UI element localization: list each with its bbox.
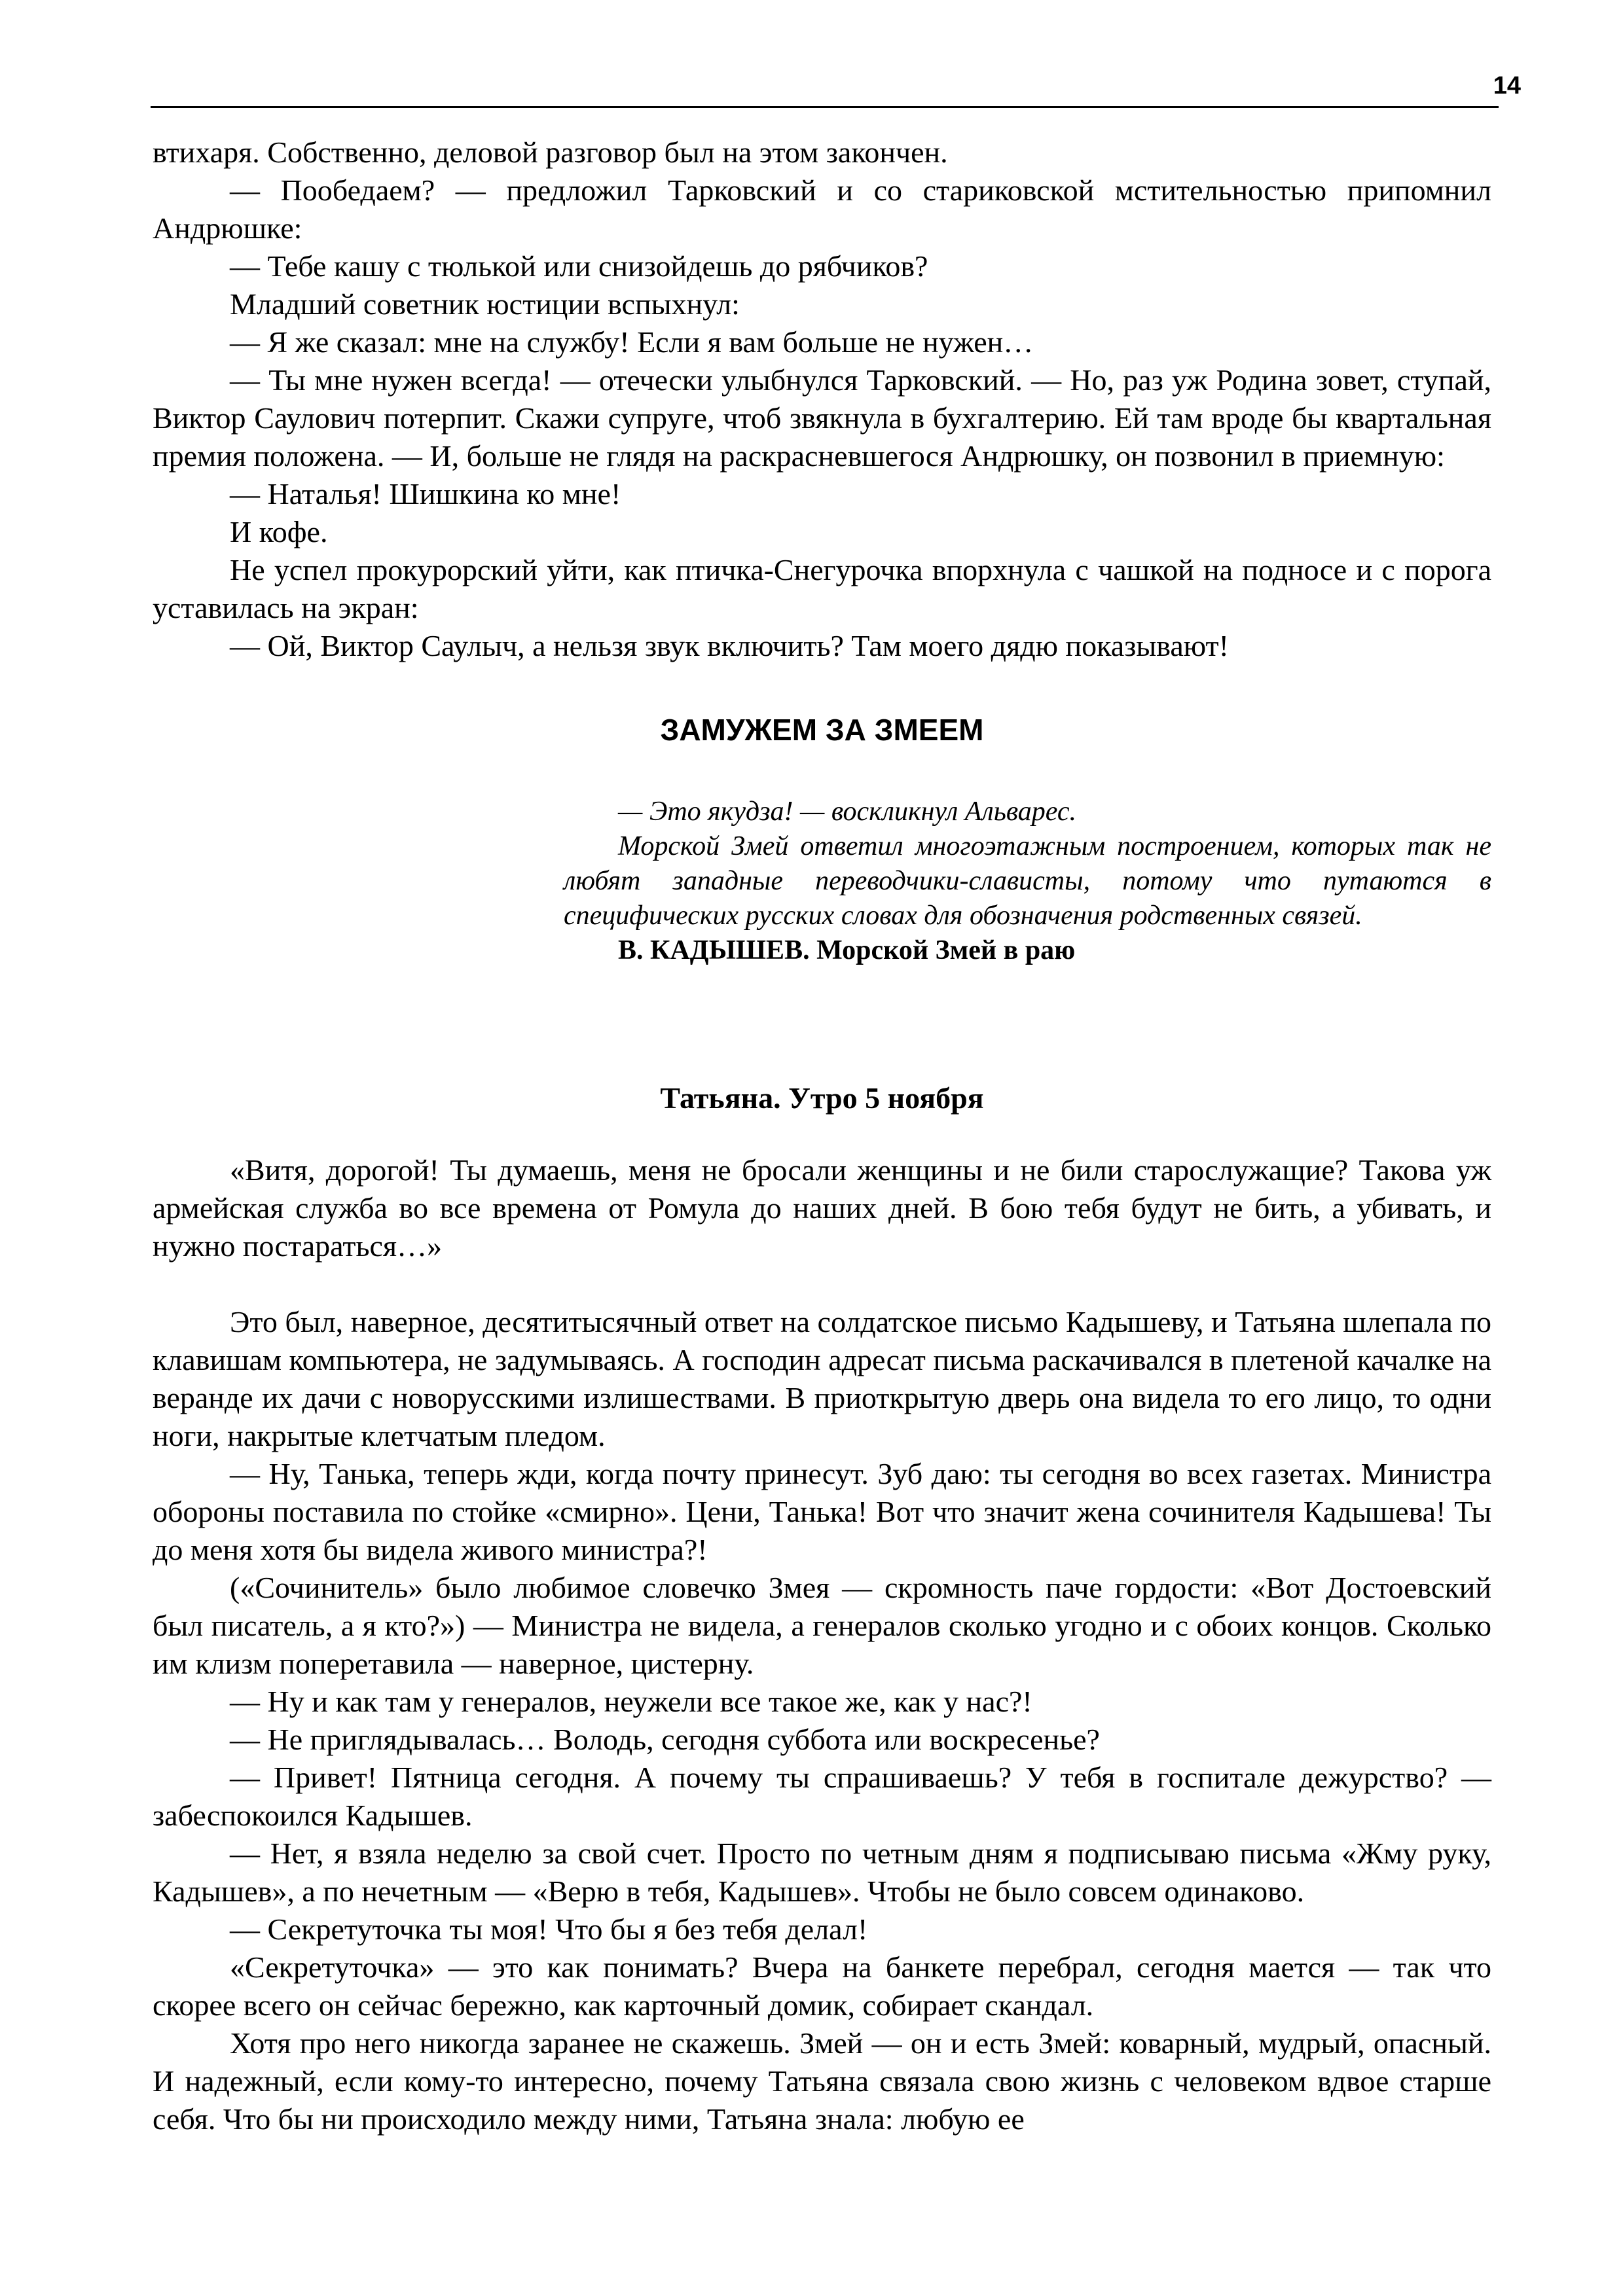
paragraph: «Секретуточка» — это как понимать? Вчера на банкете перебрал, сегодня мается — так что скорее всего он сейчас бережно, как карточный домик, собирает скандал. xyxy=(153,1950,1491,2022)
letter-paragraph: «Витя, дорогой! Ты думаешь, меня не бросали женщины и не били старослужащие? Такова уж армейская служба во все времена от Ромула до наших дней. В бою тебя будут не бить, а убивать, и нужно постараться…» xyxy=(153,1153,1491,1263)
header-rule xyxy=(151,106,1499,108)
paragraph: — Секретуточка ты моя! Что бы я без тебя делал! xyxy=(230,1912,868,1946)
paragraph: — Не приглядывалась… Володь, сегодня суббота или воскресенье? xyxy=(230,1723,1100,1756)
paragraph: — Я же сказал: мне на службу! Если я вам больше не нужен… xyxy=(230,325,1034,359)
epigraph-line: — Это якудза! — воскликнул Альварес. xyxy=(618,797,1077,827)
chapter-title: ЗАМУЖЕМ ЗА ЗМЕЕМ xyxy=(660,713,984,747)
paragraph: Хотя про него никогда заранее не скажешь. Змей — он и есть Змей: коварный, мудрый, опасный. И надежный, если кому-то интересно, почему Татьяна связала свою жизнь с человеком вдвое старше себя. Что бы ни происходило между ними, Татьяна знала: любую ее xyxy=(153,2026,1491,2136)
paragraph: И кофе. xyxy=(230,515,328,548)
spacer xyxy=(153,1265,1491,1303)
epigraph-line: Морской Змей ответил многоэтажным построением, которых так не любят западные переводчики-слависты, потому что путаются в специфических русских словах для обозначения родственных связей. xyxy=(564,831,1491,931)
paragraph: — Нет, я взяла неделю за свой счет. Просто по четным дням я подписываю письма «Жму руку, Кадышев», а по нечетным — «Верю в тебя, Кадышев». Чтобы не было совсем одинаково. xyxy=(153,1837,1491,1908)
paragraph: Младший советник юстиции вспыхнул: xyxy=(230,287,740,321)
paragraph: — Ну, Танька, теперь жди, когда почту принесут. Зуб даю: ты сегодня во всех газетах. Министра обороны поставила по стойке «смирно». Цени, Танька! Вот что значит жена сочинителя Кадышева! Ты до меня хотя бы видела живого министра?! xyxy=(153,1457,1491,1566)
page-content xyxy=(153,134,1491,2138)
paragraph: — Ты мне нужен всегда! — отечески улыбнулся Тарковский. — Но, раз уж Родина зовет, ступай, Виктор Саулович потерпит. Скажи супруге, чтоб звякнула в бухгалтерию. Ей там вроде бы квартальная премия положена. — И, больше не глядя на раскрасневшегося Андрюшку, он позвонил в приемную: xyxy=(153,363,1491,473)
epigraph-source: В. КАДЫШЕВ. Морской Змей в раю xyxy=(618,935,1076,965)
paragraph: («Сочинитель» было любимое словечко Змея — скромность паче гордости: «Вот Достоевский был писатель, а я кто?») — Министра не видела, а генералов сколько угодно и с обоих концов. Сколько им клизм поперетавила — наверное, цистерну. xyxy=(153,1571,1491,1680)
paragraph: — Тебе кашу с тюлькой или снизойдешь до рябчиков? xyxy=(230,249,928,283)
paragraph: Не успел прокурорский уйти, как птичка-Снегурочка впорхнула с чашкой на подносе и с порога уставилась на экран: xyxy=(153,553,1491,624)
epigraph xyxy=(564,795,1491,933)
section-title: Татьяна. Утро 5 ноября xyxy=(660,1081,984,1115)
paragraph: — Наталья! Шишкина ко мне! xyxy=(230,477,621,511)
paragraph: — Ой, Виктор Саулыч, а нельзя звук включить? Там моего дядю показывают! xyxy=(230,629,1229,662)
paragraph: — Ну и как там у генералов, неужели все такое же, как у нас?! xyxy=(230,1685,1032,1718)
paragraph: Это был, наверное, десятитысячный ответ на солдатское письмо Кадышеву, и Татьяна шлепала по клавишам компьютера, не задумываясь. А господин адресат письма раскачивался в плетеной качалке на веранде их дачи с новорусскими излишествами. В приоткрытую дверь она видела то его лицо, то одни ноги, накрытые клетчатым пледом. xyxy=(153,1305,1491,1452)
paragraph: втихаря. Собственно, деловой разговор был на этом закончен. xyxy=(153,135,948,169)
paragraph: — Привет! Пятница сегодня. А почему ты спрашиваешь? У тебя в госпитале дежурство? — забеспокоился Кадышев. xyxy=(153,1761,1491,1832)
paragraph: — Пообедаем? — предложил Тарковский и со стариковской мстительностью припомнил Андрюшке: xyxy=(153,173,1491,245)
page-number: 14 xyxy=(1493,72,1521,99)
